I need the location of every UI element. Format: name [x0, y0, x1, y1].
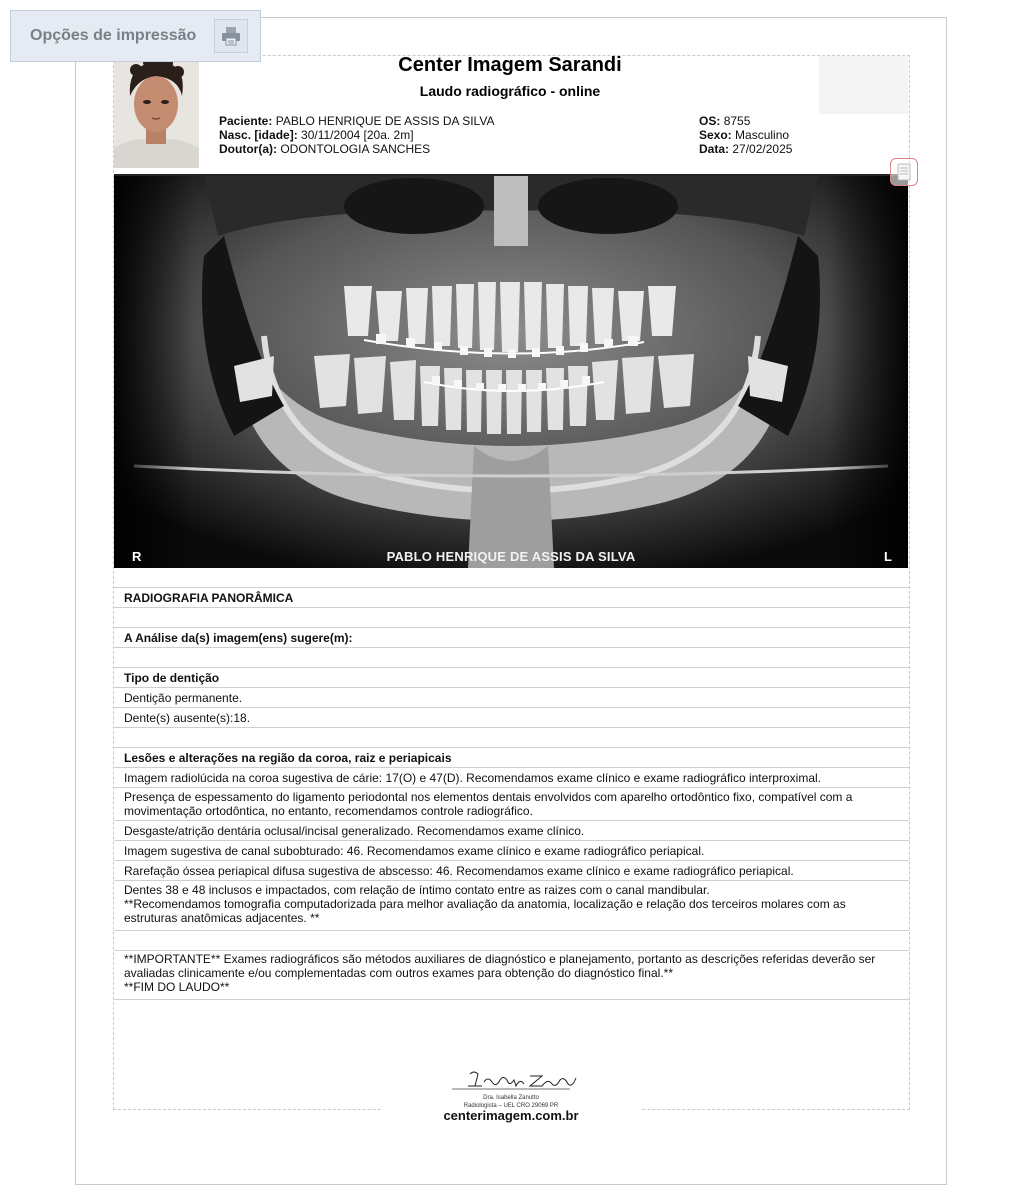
- report-row: [114, 607, 909, 627]
- report-row: Lesões e alterações na região da coroa, raiz e periapicais: [114, 747, 909, 767]
- patient-photo: [114, 56, 199, 168]
- report-row: Presença de espessamento do ligamento periodontal nos elementos dentais envolvidos com aparelho ortodôntico fixo, compatível com a movimentação ortodôntica, no entanto, recomendamos controle radiográfico.: [114, 787, 909, 820]
- patient-label: Paciente:: [219, 114, 273, 128]
- report-row: Dente(s) ausente(s):18.: [114, 707, 909, 727]
- handwritten-signature: [382, 1066, 642, 1094]
- panoramic-xray-image: [114, 176, 908, 568]
- birth-value: 30/11/2004 [20a. 2m]: [301, 128, 414, 142]
- report-row: **IMPORTANTE** Exames radiográficos são métodos auxiliares de diagnóstico e planejamento, portanto as descrições referidas deverão ser avaliadas clinicamente e/ou complementadas com outros exames para obtenção do diagnóstico final.** **FIM DO LAUDO**: [114, 950, 909, 1000]
- report-title: Laudo radiográfico - online: [419, 83, 601, 99]
- report-row: Dentição permanente.: [114, 687, 909, 707]
- report-row: Dentes 38 e 48 inclusos e impactados, com relação de íntimo contato entre as raizes com o canal mandibular. **Recomendamos tomografia computadorizada para melhor avaliação da anatomia, localização e relação dos terceiros molares com as estruturas anatômicas adjacentes. **: [114, 880, 909, 930]
- patient-value: PABLO HENRIQUE DE ASSIS DA SILVA: [275, 114, 495, 128]
- print-button[interactable]: [214, 19, 248, 53]
- sex-value: Masculino: [735, 128, 790, 142]
- date-value: 27/02/2025: [732, 142, 793, 156]
- report-row: [114, 727, 909, 747]
- os-value: 8755: [723, 114, 751, 128]
- print-options-panel[interactable]: [10, 10, 261, 62]
- sex-label: Sexo:: [699, 128, 732, 142]
- xray-patient-name: PABLO HENRIQUE DE ASSIS DA SILVA: [386, 549, 636, 564]
- report-row: A Análise da(s) imagem(ens) sugere(m):: [114, 627, 909, 647]
- os-label: OS:: [699, 114, 721, 128]
- report-row: [114, 930, 909, 950]
- doctor-label: Doutor(a):: [219, 142, 277, 156]
- report-row: Rarefação óssea periapical difusa sugestiva de abscesso: 46. Recomendamos exame clínico e exame radiográfico periapical.: [114, 860, 909, 880]
- patient-info-left: [219, 114, 494, 156]
- radiologist-name: Dra. Isabella Zanutto: [483, 1095, 539, 1101]
- clinic-logo-placeholder: [819, 56, 908, 114]
- doctor-value: ODONTOLOGIA SANCHES: [280, 142, 431, 156]
- radiologist-cro: Radiologista – UEL CRO 29069 PR: [463, 1103, 559, 1109]
- clinic-name: Center Imagem Sarandi: [398, 54, 622, 76]
- report-row: [114, 647, 909, 667]
- report-body: [114, 587, 909, 1000]
- print-options-label: Opções de impressão: [30, 27, 197, 44]
- report-row: Desgaste/atrição dentária oclusal/incisal generalizado. Recomendamos exame clínico.: [114, 820, 909, 840]
- printer-icon: [220, 25, 242, 47]
- report-row: Imagem radiolúcida na coroa sugestiva de cárie: 17(O) e 47(D). Recomendamos exame clínico e exame radiográfico interproximal.: [114, 767, 909, 787]
- xray-right-marker: R: [132, 549, 142, 564]
- date-label: Data:: [699, 142, 730, 156]
- image-note-icon[interactable]: [890, 158, 918, 186]
- xray-left-marker: L: [884, 549, 892, 564]
- report-row: RADIOGRAFIA PANORÂMICA: [114, 587, 909, 607]
- birth-label: Nasc. [idade]:: [219, 128, 298, 142]
- patient-info-right: [699, 114, 792, 156]
- report-row: Tipo de dentição: [114, 667, 909, 687]
- clinic-website: centerimagem.com.br: [443, 1108, 579, 1123]
- report-row: Imagem sugestiva de canal subobturado: 46. Recomendamos exame clínico e exame radiográfico periapical.: [114, 840, 909, 860]
